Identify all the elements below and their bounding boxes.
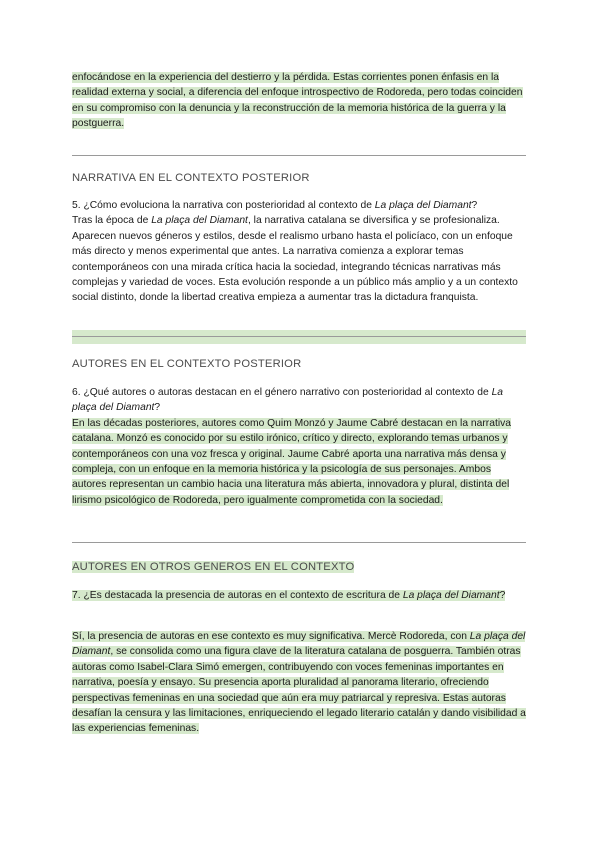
question-5: 5. ¿Cómo evoluciona la narrativa con posterioridad al contexto de La plaça del Diamant? [72,200,478,211]
question-7: 7. ¿Es destacada la presencia de autoras en el contexto de escritura de La plaça del Diamant? [72,590,506,601]
question-6: 6. ¿Qué autores o autoras destacan en el género narrativo con posterioridad al contexto de La plaça del Diamant? [72,387,504,414]
intro-text: enfocándose en la experiencia del destierro y la pérdida. Estas corrientes ponen énfasis en la realidad externa y social, a diferencia del enfoque introspectivo de Rodoreda, pero todas coinciden en su compromiso con la denuncia y la reconstrucción de la memoria histórica de la guerra y la postguerra. [72,72,523,130]
section-heading-otros-generos: AUTORES EN OTROS GENEROS EN EL CONTEXTO [72,561,355,573]
answer-5: Tras la época de La plaça del Diamant, la narrativa catalana se diversifica y se profesionaliza. Aparecen nuevos géneros y estilos, desde el realismo urbano hasta el policíaco, con un enfoque más directo y menos experimental que antes. La narrativa comienza a explorar temas contemporáneos con una mirada crítica hacia la sociedad, integrando técnicas narrativas más complejas y variedad de voces. Esta evolución responde a un público más amplio y a un contexto social distinto, donde la libertad creativa empieza a aumentar tras la dictadura franquista. [72,215,518,304]
book-title: La plaça del Diamant [151,215,248,227]
intro-paragraph [72,70,526,132]
section-heading-narrativa: NARRATIVA EN EL CONTEXTO POSTERIOR [72,172,310,184]
book-title: La plaça del Diamant [402,590,500,601]
answer-7: Sí, la presencia de autoras en ese contexto es muy significativa. Mercè Rodoreda, con La plaça del Diamant, se consolida como una figura clave de la literatura catalana de posguerra. También otras autoras como Isabel-Clara Simó emergen, contribuyendo con voces femeninas importantes en narrativa, poesía y ensayo. Su presencia aporta pluralidad al panorama literario, ofreciendo perspectivas femeninas en una sociedad que aún era muy patriarcal y represiva. Estas autoras desafían la censura y las limitaciones, enriqueciendo el legado literario catalán y dando visibilidad a las experiencias femeninas. [72,631,526,735]
book-title: La plaça del Diamant [72,387,504,414]
answer-6: En las décadas posteriores, autores como Quim Monzó y Jaume Cabré destacan en la narrativa catalana. Monzó es conocido por su estilo irónico, crítico y directo, explorando temas urbanos y contemporáneos con una voz fresca y original. Jaume Cabré aporta una narrativa más densa y compleja, con un enfoque en la memoria histórica y la psicología de sus personajes. Ambos autores representan un cambio hacia una literatura más abierta, innovadora y plural, distinta del lirismo psicológico de Rodoreda, pero igualmente comprometida con la sociedad. [72,417,511,506]
section-heading-autores: AUTORES EN EL CONTEXTO POSTERIOR [72,358,302,370]
book-title: La plaça del Diamant [374,200,472,211]
book-title: La plaça del Diamant [72,631,526,658]
section-divider [72,155,526,156]
section1-body [72,198,526,306]
section2-body [72,385,526,508]
section-divider [72,542,526,543]
section-divider-highlighted [72,330,526,344]
